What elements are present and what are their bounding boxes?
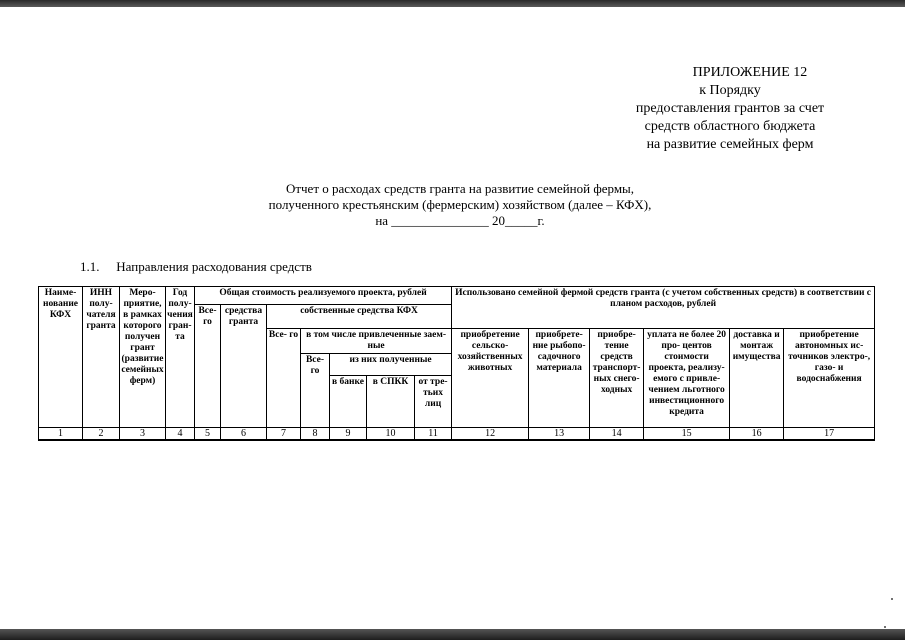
header-autonomous-supply: приобретение автономных ис- точников электро-, газо- и водоснабжения <box>784 329 875 428</box>
report-title <box>200 181 720 229</box>
header-borrowed-total: Все- го <box>301 354 330 428</box>
header-received-from: из них полученные <box>330 354 452 376</box>
column-number: 10 <box>367 428 415 441</box>
column-number: 5 <box>195 428 221 441</box>
column-number: 1 <box>39 428 83 441</box>
header-delivery-installation: доставка и монтаж имущества <box>730 329 784 428</box>
header-loan-payment: уплата не более 20 про- центов стоимости проекта, реализу- емого с привле- чением льготного инвестиционного кредита <box>644 329 730 428</box>
header-borrowed-funds: в том числе привлеченные заем- ные <box>301 329 452 354</box>
title-line: на _______________ 20_____г. <box>375 213 545 228</box>
header-third-parties: от тре- тьих лиц <box>415 376 452 428</box>
column-number: 7 <box>267 428 301 441</box>
header-livestock: приобретение сельско- хозяйственных животных <box>452 329 529 428</box>
appendix-line: предоставления грантов за счет <box>635 101 825 116</box>
appendix-header <box>600 64 860 154</box>
section-label: Направления расходования средств <box>116 259 312 274</box>
scan-border-bottom <box>0 629 905 640</box>
header-own-total: Все- го <box>267 329 301 428</box>
column-number: 6 <box>221 428 267 441</box>
header-grant-year: Год полу- чения гран- та <box>166 287 195 428</box>
appendix-line: ПРИЛОЖЕНИЕ 12 <box>692 65 808 80</box>
column-number: 14 <box>590 428 644 441</box>
column-number: 12 <box>452 428 529 441</box>
scan-border-top <box>0 0 905 7</box>
header-grant-funds: средства гранта <box>221 305 267 428</box>
section-heading <box>80 259 312 275</box>
title-line: полученного крестьянским (фермерским) хозяйством (далее – КФХ), <box>268 197 652 212</box>
header-total-project-cost: Общая стоимость реализуемого проекта, рублей <box>195 287 452 305</box>
column-number: 13 <box>529 428 590 441</box>
header-cost-total: Все- го <box>195 305 221 428</box>
header-own-funds: собственные средства КФХ <box>267 305 452 329</box>
appendix-line: на развитие семейных ферм <box>646 137 814 152</box>
column-number: 16 <box>730 428 784 441</box>
scan-speck <box>891 598 893 600</box>
column-number: 4 <box>166 428 195 441</box>
column-number: 3 <box>120 428 166 441</box>
column-number: 15 <box>644 428 730 441</box>
column-number: 8 <box>301 428 330 441</box>
header-measure: Меро- приятие, в рамках которого получен грант (развитие семейных ферм) <box>120 287 166 428</box>
scan-speck <box>884 626 886 628</box>
section-number: 1.1. <box>80 259 100 274</box>
header-spkk: в СПКК <box>367 376 415 428</box>
column-number: 17 <box>784 428 875 441</box>
header-bank: в банке <box>330 376 367 428</box>
header-inn: ИНН полу- чателя гранта <box>83 287 120 428</box>
header-fish-stock: приобрете- ние рыбопо- садочного материала <box>529 329 590 428</box>
appendix-line: средств областного бюджета <box>644 119 816 134</box>
column-number: 9 <box>330 428 367 441</box>
column-number: 11 <box>415 428 452 441</box>
expense-report-table <box>38 286 875 441</box>
header-farm-name: Наиме- нование КФХ <box>39 287 83 428</box>
title-line: Отчет о расходах средств гранта на развитие семейной фермы, <box>285 181 635 196</box>
header-grant-used: Использовано семейной фермой средств гранта (с учетом собственных средств) в соответствии с планом расходов, рублей <box>452 287 875 329</box>
column-number: 2 <box>83 428 120 441</box>
header-vehicles: приобре- тение средств транспорт- ных снего- ходных <box>590 329 644 428</box>
appendix-line: к Порядку <box>699 83 761 98</box>
